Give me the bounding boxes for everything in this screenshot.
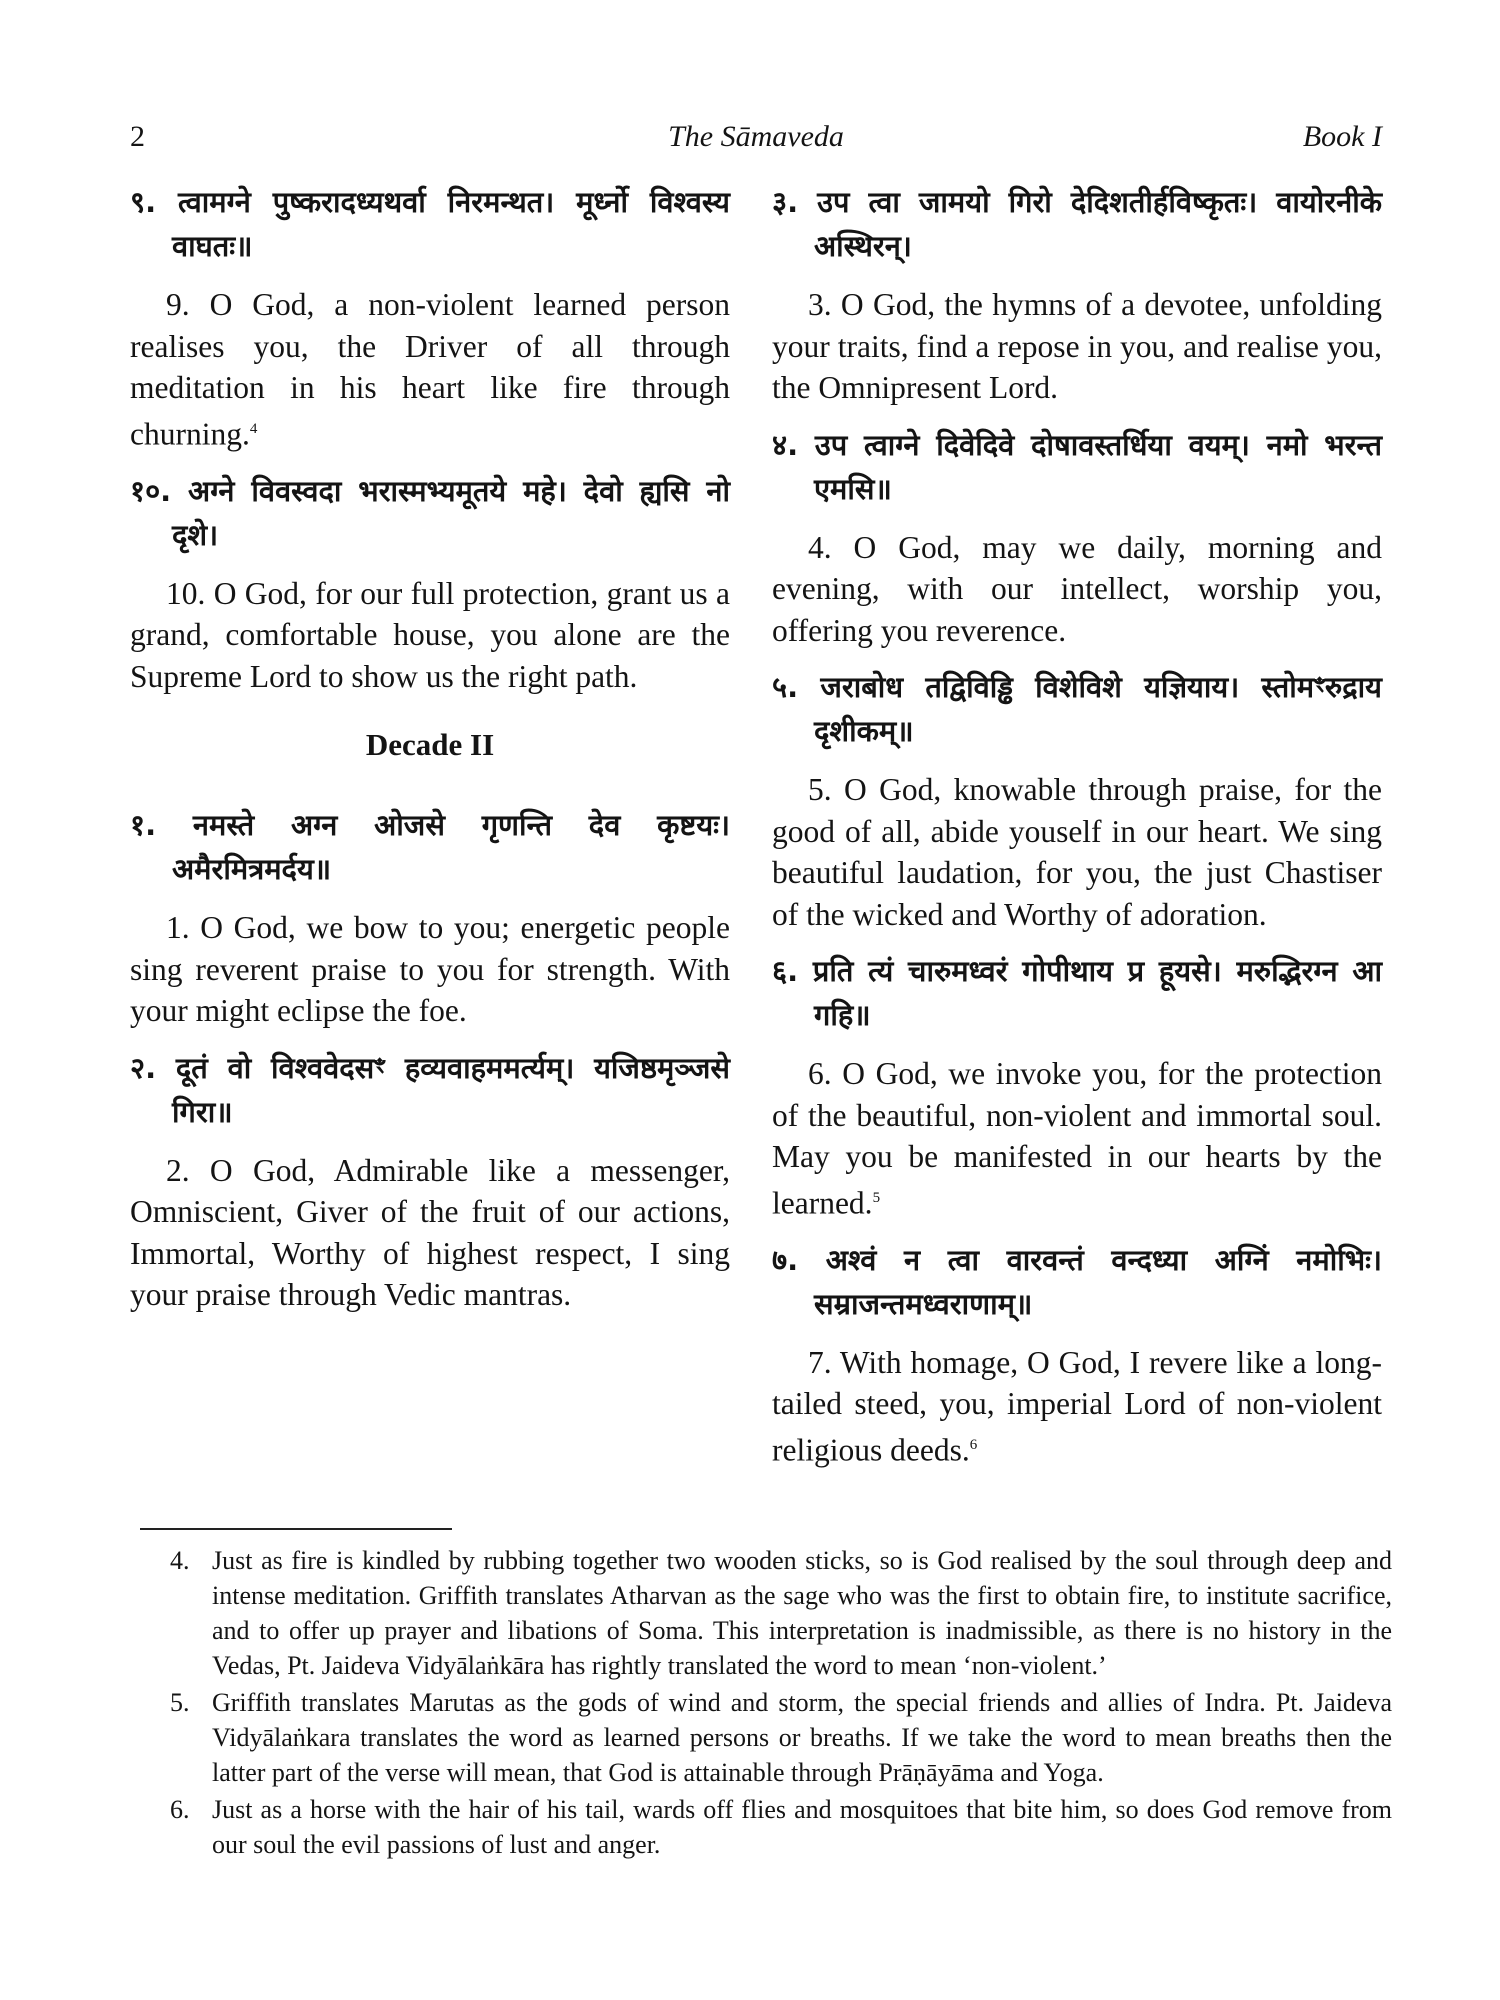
verse-9-sanskrit: ९. त्वामग्ने पुष्करादध्यथर्वा निरमन्थत। मूर्ध्नो विश्वस्य वाघतः॥	[130, 185, 730, 263]
verse-3-sanskrit: ३. उप त्वा जामयो गिरो देदिशतीर्हविष्कृतः। वायोरनीके अस्थिरन्।	[772, 185, 1382, 263]
section-heading: Decade II	[365, 727, 495, 762]
footnote-4	[170, 1543, 1392, 1683]
running-title: The Sāmaveda	[668, 120, 844, 153]
footnote-ref-6: 6	[969, 1436, 978, 1453]
footnote-number: 4.	[170, 1546, 190, 1575]
verse-5-sanskrit: ५. जराबोध तद्विविड्ढि विशेविशे यज्ञियाय। स्तोमꣳरुद्राय दृशीकम्॥	[772, 670, 1382, 748]
verse-4-translation: 4. O God, may we daily, morning and evening, with our intellect, worship you, offering you reverence.	[772, 529, 1382, 648]
right-column	[772, 180, 1382, 1485]
text-columns	[130, 180, 1382, 1510]
footnote-ref-5: 5	[872, 1189, 881, 1206]
footnote-text: Just as a horse with the hair of his tail, wards off flies and mosquitoes that bite him, so does God remove from our soul the evil passions of lust and anger.	[212, 1795, 1392, 1859]
verse-6-sanskrit: ६. प्रति त्यं चारुमध्वरं गोपीथाय प्र हूयसे। मरुद्भिरग्न आ गहि॥	[772, 954, 1382, 1032]
decade2-verse-1-sanskrit: १. नमस्ते अग्न ओजसे गृणन्ति देव कृष्टयः। अमैरमित्रमर्दय॥	[130, 808, 730, 886]
page-header	[130, 120, 1382, 160]
footnote-6	[170, 1792, 1392, 1862]
verse-9-text: 9. O God, a non-violent learned person realises you, the Driver of all through meditation in his heart like fire through churning.	[130, 287, 730, 451]
verse-6-text: 6. O God, we invoke you, for the protection of the beautiful, non-violent and immortal soul. May you be manifested in our hearts by the learned.	[772, 1056, 1382, 1220]
verse-5-translation: 5. O God, knowable through praise, for the good of all, abide youself in our heart. We sing beautiful laudation, for you, the just Chastiser of the wicked and Worthy of adoration.	[772, 772, 1382, 932]
footnotes	[170, 1543, 1392, 1864]
footnote-divider	[140, 1528, 452, 1530]
left-column	[130, 180, 730, 1330]
verse-6-translation	[772, 1053, 1382, 1224]
verse-10-sanskrit: १०. अग्ने विवस्वदा भरास्मभ्यमूतये महे। देवो ह्यसि नो दृशे।	[130, 473, 730, 552]
book-label: Book I	[1302, 120, 1382, 153]
footnote-number: 6.	[170, 1795, 190, 1824]
verse-4-sanskrit: ४. उप त्वाग्ने दिवेदिवे दोषावस्तर्धिया वयम्। नमो भरन्त एमसि॥	[772, 427, 1382, 506]
verse-10-translation: 10. O God, for our full protection, grant us a grand, comfortable house, you alone are the Supreme Lord to show us the right path.	[130, 575, 730, 694]
verse-3-translation: 3. O God, the hymns of a devotee, unfolding your traits, find a repose in you, and realise you, the Omnipresent Lord.	[772, 287, 1382, 405]
page-number: 2	[130, 120, 145, 153]
footnote-5	[170, 1685, 1392, 1790]
verse-7-translation	[772, 1342, 1382, 1471]
decade2-verse-2-sanskrit: २. दूतं वो विश्ववेदसꣳ हव्यवाहममर्त्यम्। यजिष्ठमृञ्जसे गिरा॥	[130, 1050, 730, 1129]
verse-9-translation	[130, 284, 730, 455]
footnote-text: Griffith translates Marutas as the gods of wind and storm, the special friends and allies of Indra. Pt. Jaideva Vidyālaṅkara translates the word as learned persons or breaths. If we take the word to mean breaths then the latter part of the verse will mean, that God is attainable through Prāṇāyāma and Yoga.	[212, 1688, 1392, 1787]
footnote-text: Just as fire is kindled by rubbing together two wooden sticks, so is God realised by the soul through deep and intense meditation. Griffith translates Atharvan as the sage who was the first to obtain fire, to institute sacrifice, and to offer up prayer and libations of Soma. This interpretation is inadmissible, as there is no history in the Vedas, Pt. Jaideva Vidyālaṅkāra has rightly translated the word to mean ‘non-violent.’	[212, 1546, 1392, 1680]
decade2-verse-2-translation: 2. O God, Admirable like a messenger, Omniscient, Giver of the fruit of our actions, Immortal, Worthy of highest respect, I sing your praise through Vedic mantras.	[130, 1152, 730, 1312]
decade2-verse-1-translation: 1. O God, we bow to you; energetic people sing reverent praise to you for strength. With your might eclipse the foe.	[130, 910, 730, 1028]
footnote-ref-4: 4	[249, 420, 258, 437]
verse-7-sanskrit: ७. अश्वं न त्वा वारवन्तं वन्दध्या अग्निं नमोभिः। सम्राजन्तमध्वराणाम्॥	[772, 1242, 1382, 1321]
verse-7-text: 7. With homage, O God, I revere like a long-tailed steed, you, imperial Lord of non-violent religious deeds.	[772, 1344, 1382, 1467]
footnote-number: 5.	[170, 1688, 190, 1717]
